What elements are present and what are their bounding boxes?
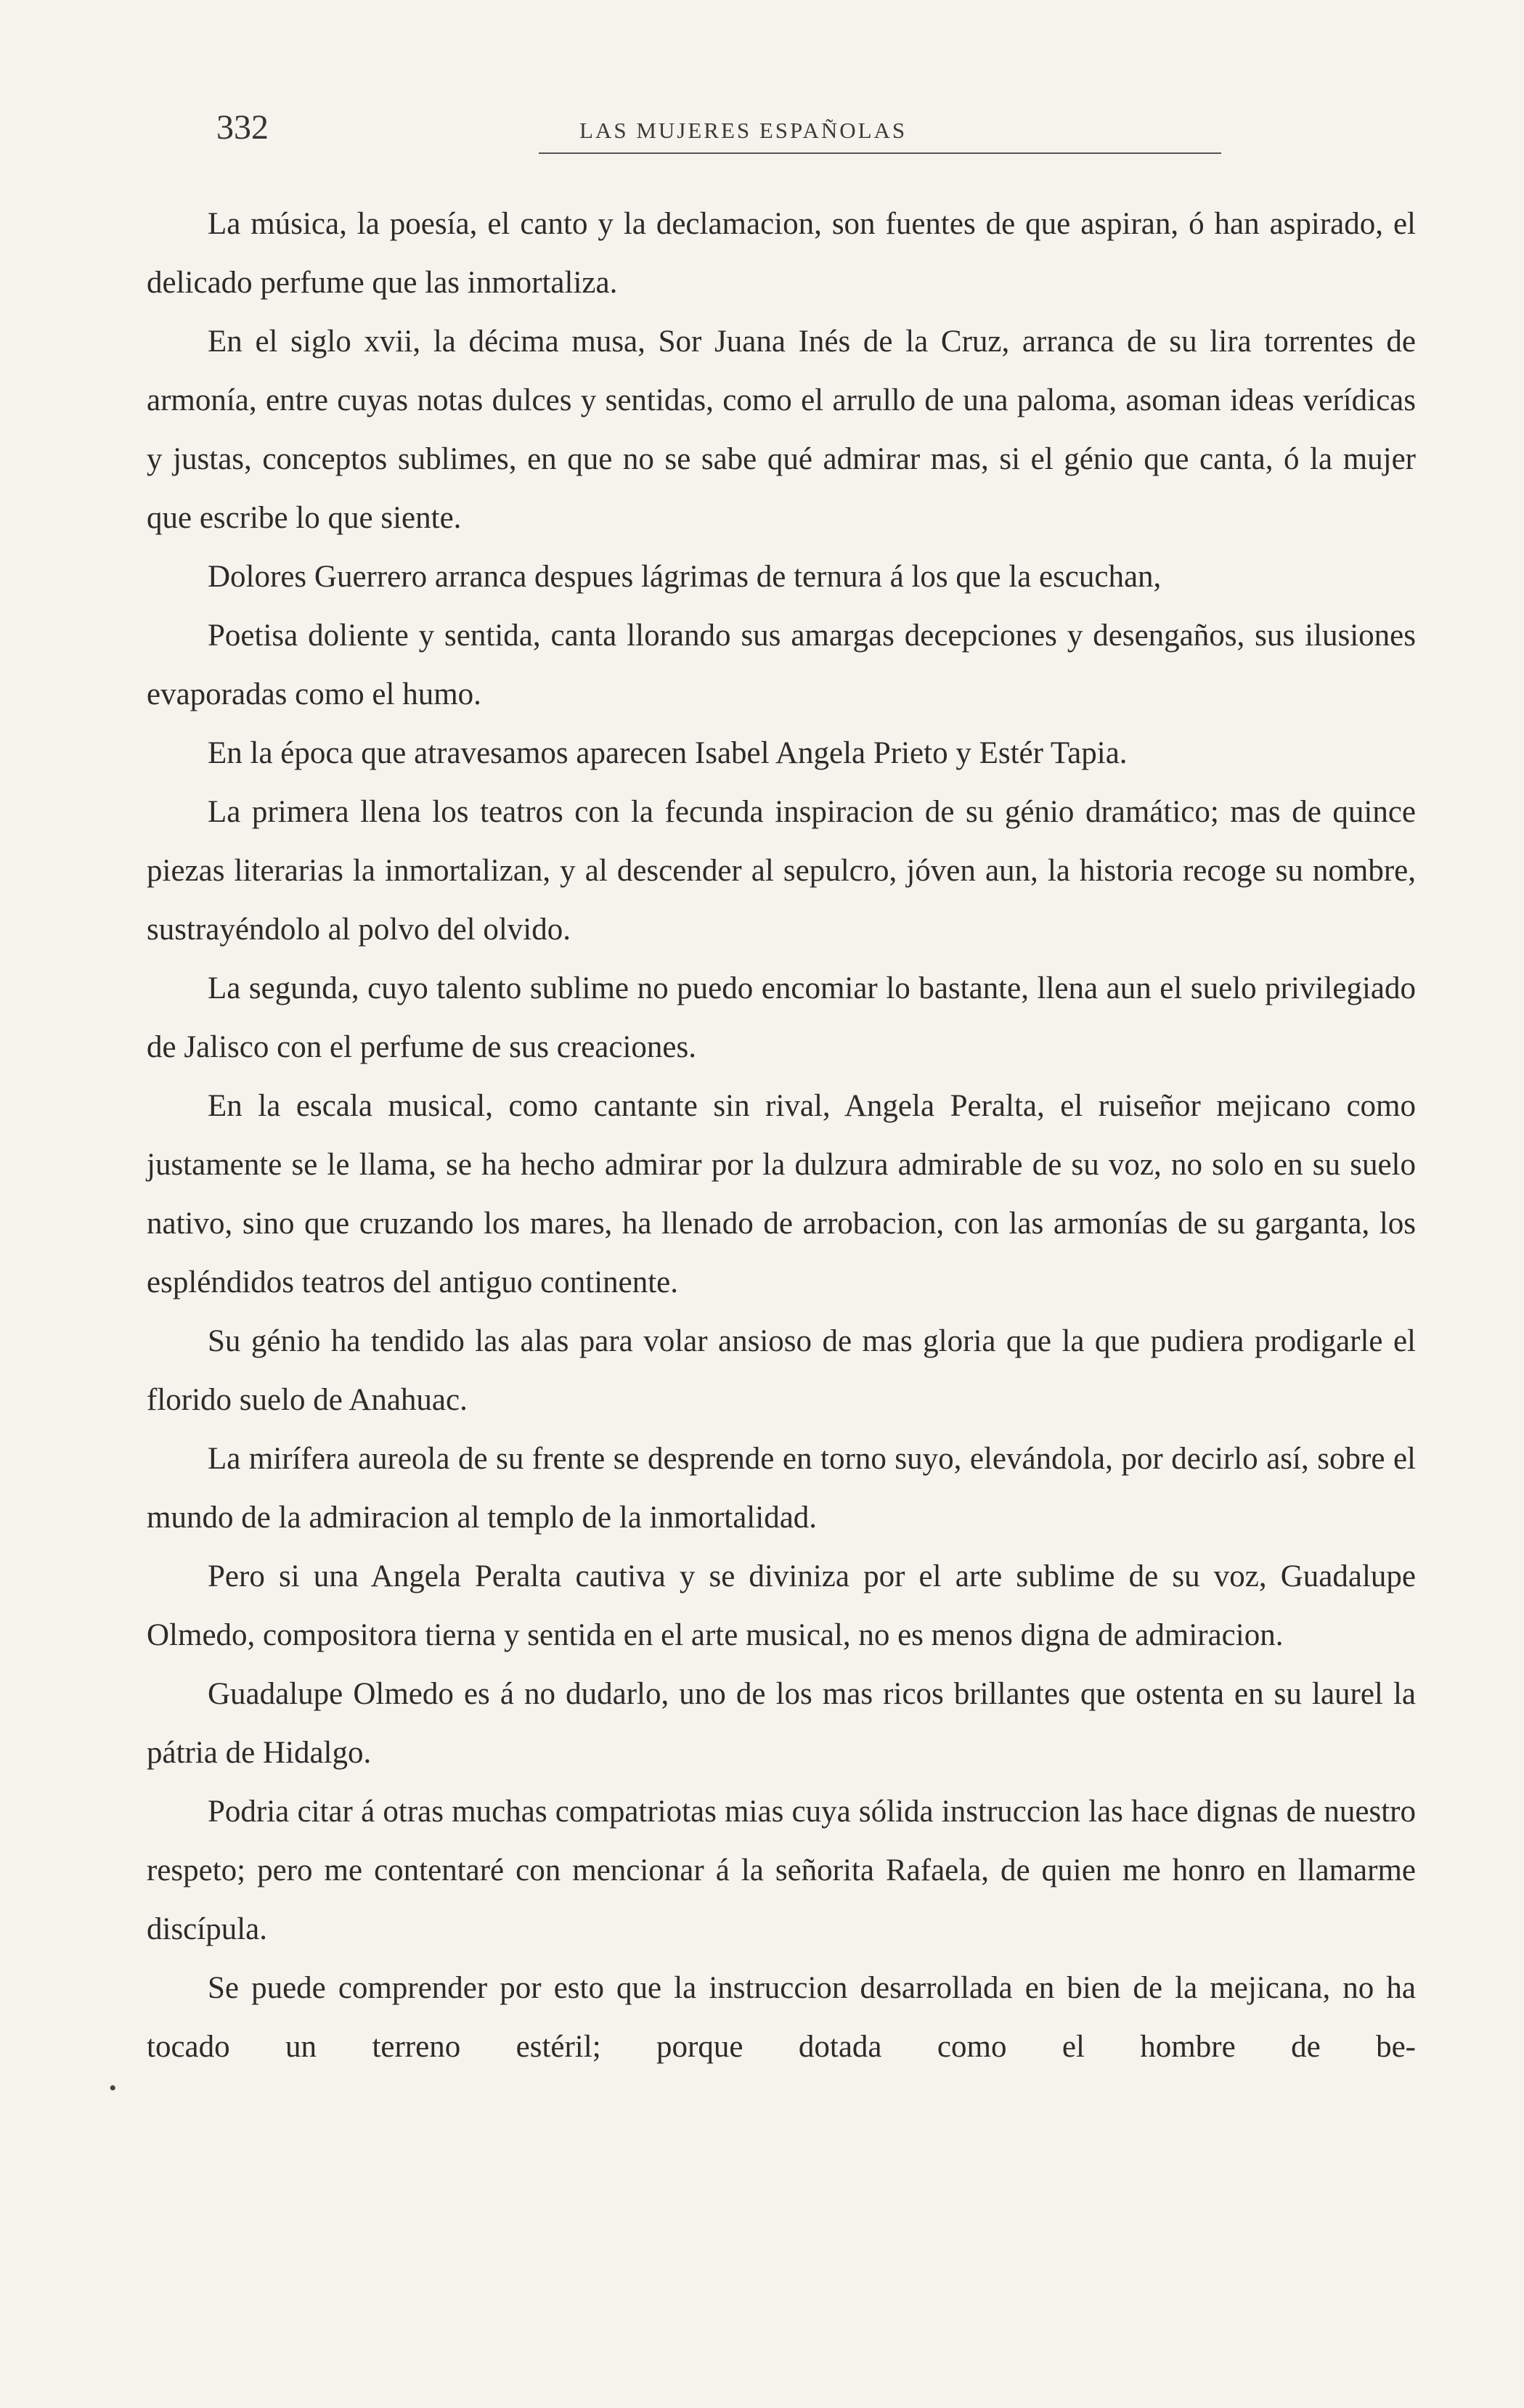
paragraph: En la escala musical, como cantante sin rival, Angela Peralta, el ruiseñor mejicano como justamente se le llama, se ha hecho admirar por la dulzura admirable de su voz, no solo en su suelo nativo, sino que cruzando los mares, ha llenado de arrobacion, con las armonías de su garganta, los espléndidos teatros del antiguo continente. (147, 1089, 1416, 1299)
paragraph: Se puede comprender por esto que la instruccion desarrollada en bien de la mejicana, no ha tocado un terreno estéril; porque dotada como el hombre de be- (147, 1971, 1416, 2064)
paragraph: Dolores Guerrero arranca despues lágrimas de ternura á los que la escuchan, (208, 560, 1162, 594)
body-text (147, 195, 1416, 2076)
paragraph: Poetisa doliente y sentida, canta llorando sus amargas decepciones y desengaños, sus ilusiones evaporadas como el humo. (147, 619, 1416, 711)
paragraph: Podria citar á otras muchas compatriotas mias cuya sólida instruccion las hace dignas de nuestro respeto; pero me contentaré con mencionar á la señorita Rafaela, de quien me honro en llamarme discípula. (147, 1795, 1416, 1946)
paragraph: Guadalupe Olmedo es á no dudarlo, uno de los mas ricos brillantes que ostenta en su laurel la pátria de Hidalgo. (147, 1677, 1416, 1770)
header-rule (539, 152, 1221, 154)
paragraph: La segunda, cuyo talento sublime no puedo encomiar lo bastante, llena aun el suelo privilegiado de Jalisco con el perfume de sus creaciones. (147, 971, 1416, 1064)
page-number: 332 (216, 108, 269, 147)
paragraph: La primera llena los teatros con la fecunda inspiracion de su génio dramático; mas de quince piezas literarias la inmortalizan, y al descender al sepulcro, jóven aun, la historia recoge su nombre, sustrayéndolo al polvo del olvido. (147, 795, 1416, 947)
paragraph: La música, la poesía, el canto y la declamacion, son fuentes de que aspiran, ó han aspirado, el delicado perfume que las inmortaliza. (147, 207, 1416, 300)
page-header (216, 107, 1364, 154)
margin-mark: • (109, 2076, 117, 2100)
paragraph: Su génio ha tendido las alas para volar ansioso de mas gloria que la que pudiera prodigarle el florido suelo de Anahuac. (147, 1324, 1416, 1417)
paragraph: La mirífera aureola de su frente se desprende en torno suyo, elevándola, por decirlo así, sobre el mundo de la admiracion al templo de la inmortalidad. (147, 1442, 1416, 1535)
paragraph: Pero si una Angela Peralta cautiva y se diviniza por el arte sublime de su voz, Guadalupe Olmedo, compositora tierna y sentida en el arte musical, no es menos digna de admiracion. (147, 1559, 1416, 1652)
paragraph: En la época que atravesamos aparecen Isabel Angela Prieto y Estér Tapia. (208, 736, 1128, 770)
running-head: LAS MUJERES ESPAÑOLAS (579, 118, 908, 143)
paragraph: En el siglo xvii, la décima musa, Sor Juana Inés de la Cruz, arranca de su lira torrentes de armonía, entre cuyas notas dulces y sentidas, como el arrullo de una paloma, asoman ideas verídicas y justas, conceptos sublimes, en que no se sabe qué admirar mas, si el génio que canta, ó la mujer que escribe lo que siente. (147, 325, 1416, 535)
